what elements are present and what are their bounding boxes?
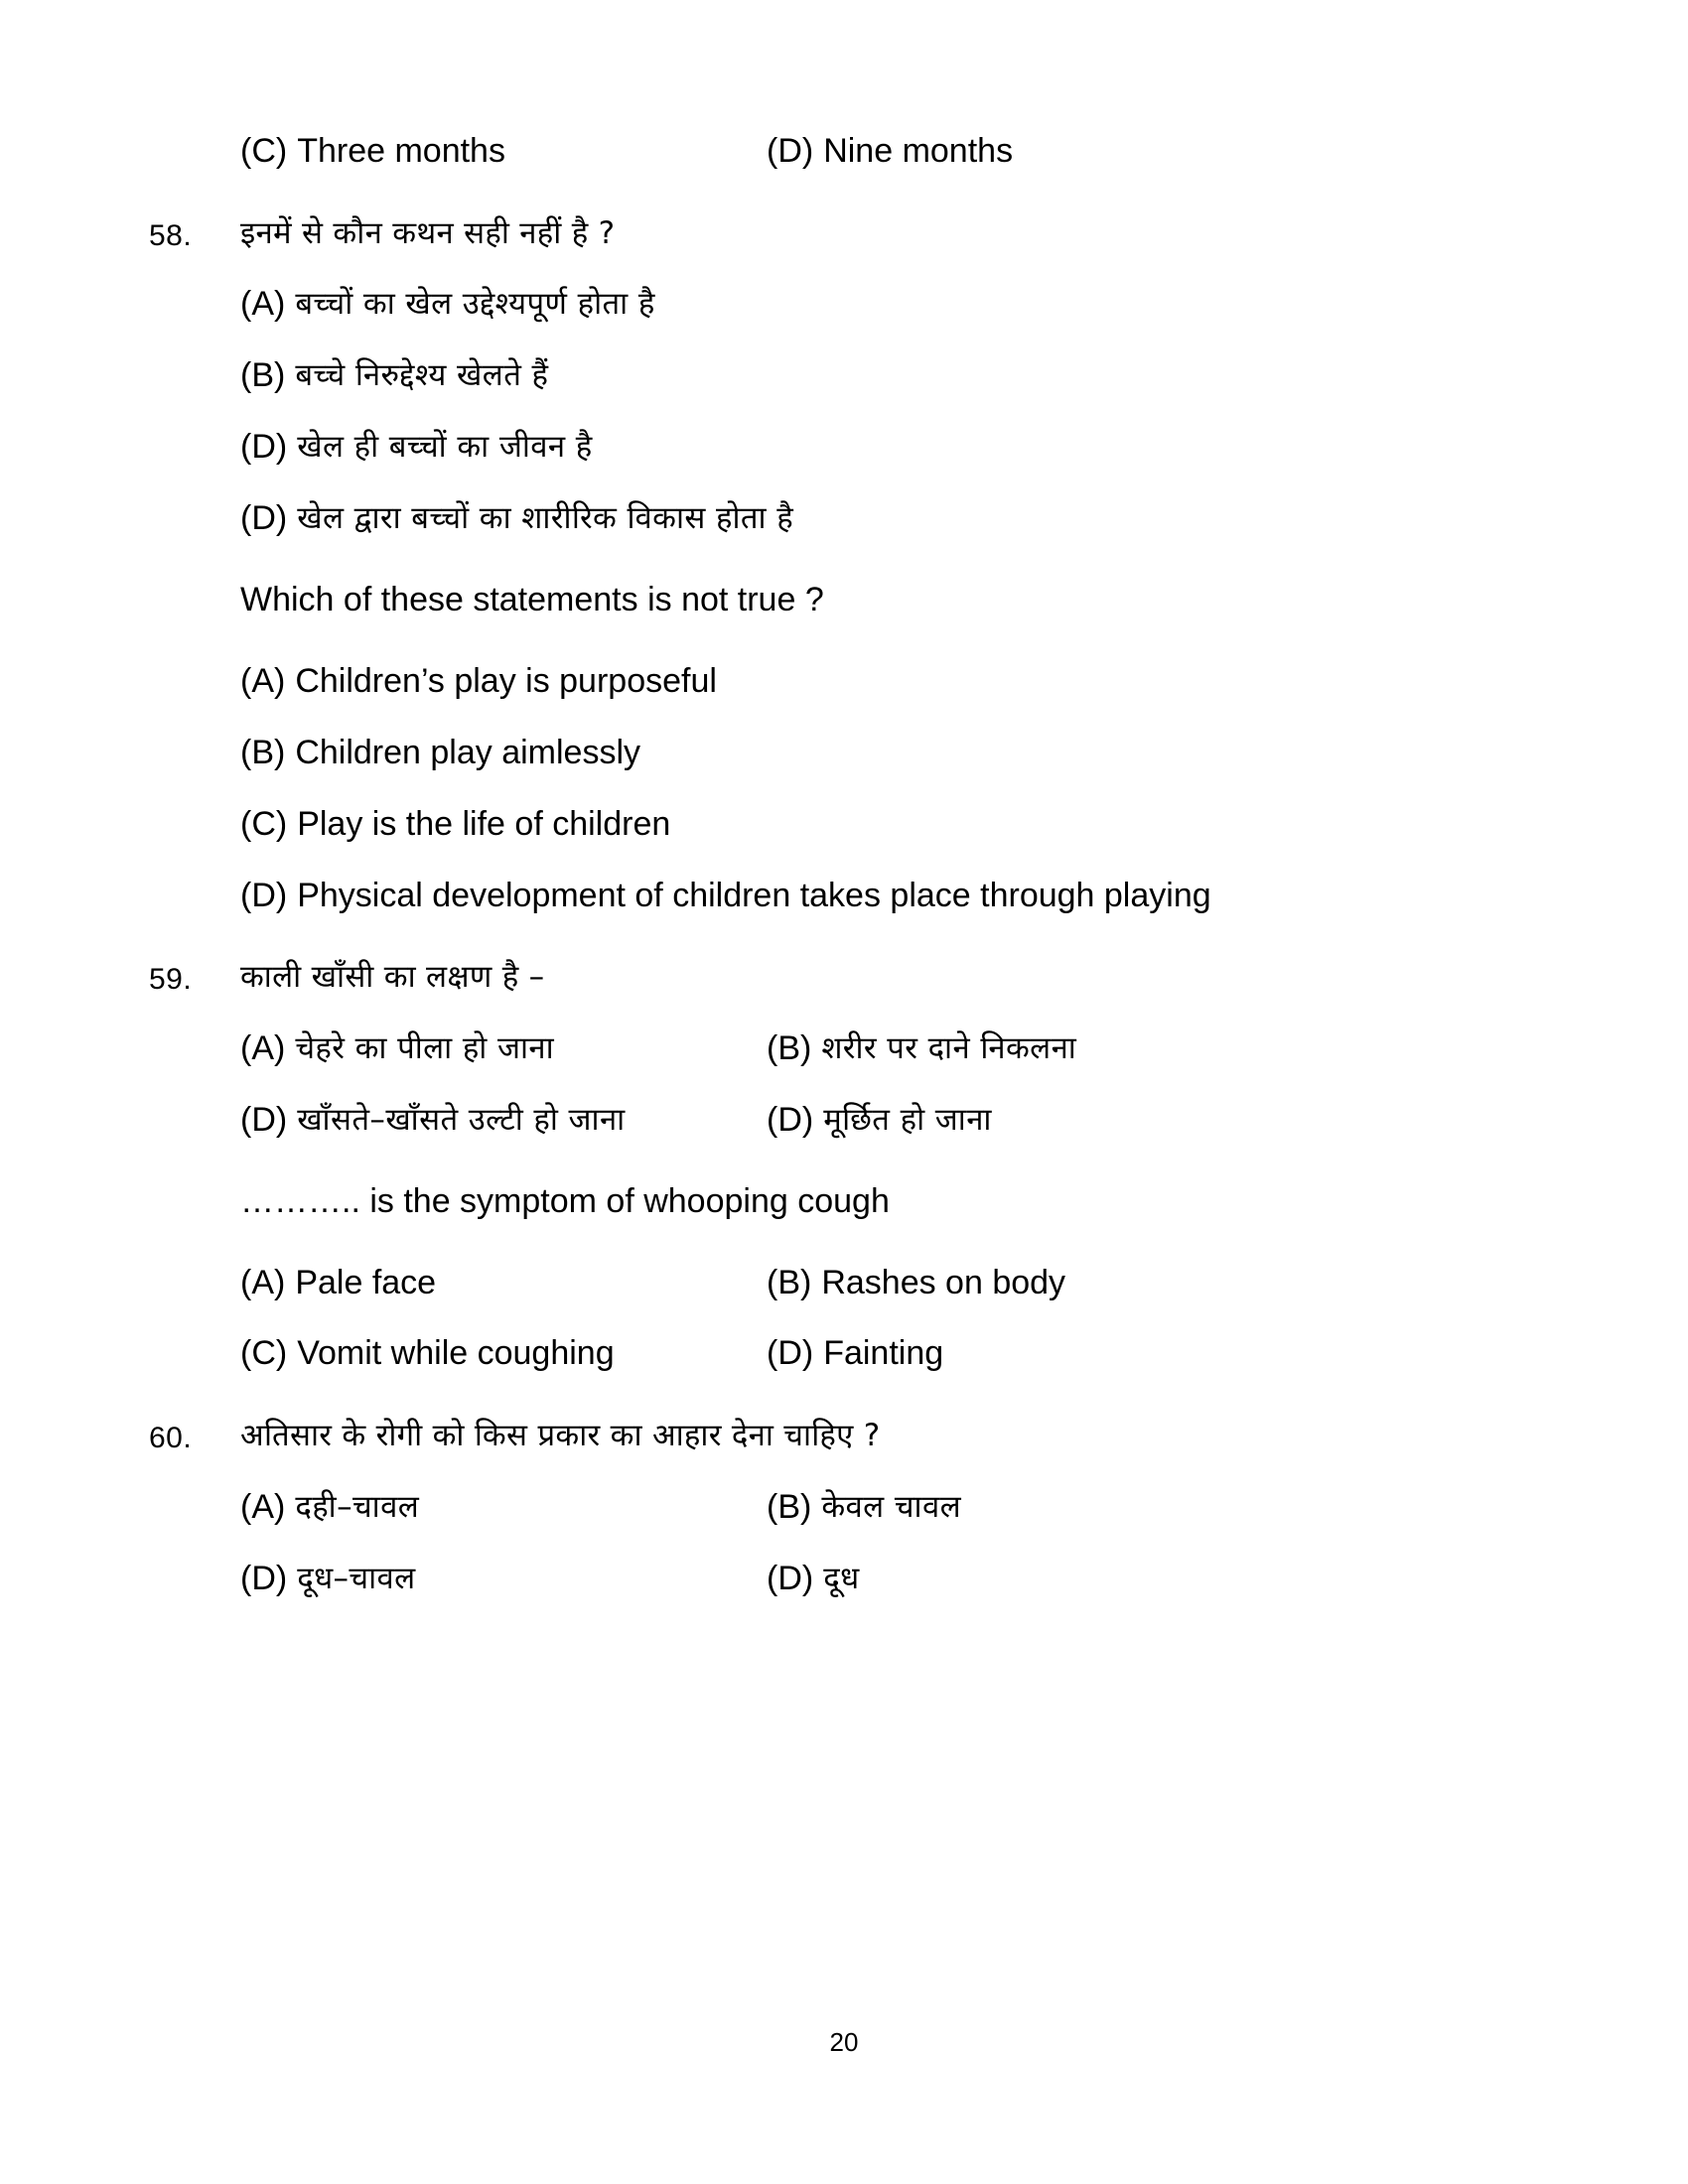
option-label: (B) <box>767 1263 812 1301</box>
option-a <box>240 282 1539 328</box>
option-b <box>240 731 1539 776</box>
option-text: दूध–चावल <box>297 1560 416 1596</box>
option-text: चेहरे का पीला हो जाना <box>295 1029 555 1066</box>
option-d <box>767 1557 1539 1602</box>
question-58 <box>149 210 1539 919</box>
option-text: खेल द्वारा बच्चों का शारीरिक विकास होता है <box>297 500 794 537</box>
option-a <box>240 1261 767 1306</box>
option-label: (A) <box>240 285 286 324</box>
option-text: Children’s play is purposeful <box>295 661 717 700</box>
option-text: बच्चों का खेल उद्देश्यपूर्ण होता है <box>295 286 655 323</box>
page-number: 20 <box>829 2027 859 2057</box>
question-59-hindi-options <box>240 1026 1539 1144</box>
option-text: Nine months <box>823 132 1014 170</box>
option-label: (A) <box>240 661 286 700</box>
option-b <box>767 1026 1539 1072</box>
option-text: केवल चावल <box>821 1488 962 1525</box>
option-label: (A) <box>240 1487 286 1526</box>
question-stem-hindi: इनमें से कौन कथन सही नहीं है ? <box>240 214 616 251</box>
option-label: (D) <box>240 428 288 467</box>
option-a <box>240 1026 767 1072</box>
option-label: (D) <box>767 1559 814 1597</box>
option-a <box>240 659 1539 705</box>
question-stem-row <box>149 210 1539 257</box>
question-stem-row <box>149 954 1539 1001</box>
option-label: (D) <box>240 876 288 914</box>
option-label: (B) <box>767 1028 812 1067</box>
option-b <box>767 1261 1539 1306</box>
option-c-three-months <box>240 129 767 175</box>
option-d <box>240 496 1539 542</box>
option-text: बच्चे निरुद्देश्य खेलते हैं <box>295 357 549 394</box>
question-58-hindi-options <box>240 282 1539 542</box>
option-label: (C) <box>240 1334 288 1373</box>
option-text: खाँसते–खाँसते उल्टी हो जाना <box>297 1101 626 1138</box>
question-58-english-options <box>240 659 1539 919</box>
option-text: Vomit while coughing <box>297 1334 615 1373</box>
option-c <box>240 1098 767 1144</box>
option-label: (B) <box>240 356 286 395</box>
option-label: (D) <box>767 1334 814 1373</box>
option-label: (D) <box>767 1100 814 1139</box>
question-60 <box>149 1413 1539 1601</box>
question-59-english-options <box>240 1261 1539 1378</box>
option-label: (A) <box>240 1263 286 1301</box>
question-number: 60. <box>149 1422 193 1455</box>
question-stem-english: Which of these statements is not true ? <box>240 580 824 618</box>
option-label: (A) <box>240 1028 286 1067</box>
option-text: Rashes on body <box>821 1263 1066 1301</box>
question-59 <box>149 954 1539 1377</box>
option-label: (C) <box>240 804 288 843</box>
option-c <box>240 802 1539 848</box>
option-text: दही–चावल <box>295 1488 420 1525</box>
option-b <box>767 1485 1539 1531</box>
option-text: Physical development of children takes place through playing <box>297 876 1211 914</box>
question-stem-english: ……….. is the symptom of whooping cough <box>240 1181 890 1220</box>
question-number: 59. <box>149 963 193 997</box>
option-label: (D) <box>240 1559 288 1597</box>
question-number: 58. <box>149 218 193 252</box>
option-text: खेल ही बच्चों का जीवन है <box>297 429 593 466</box>
option-a <box>240 1485 767 1531</box>
option-label: (D) <box>240 499 288 538</box>
option-label: (D) <box>240 1100 288 1139</box>
option-text: Play is the life of children <box>297 804 671 843</box>
carryover-option-row <box>240 129 1539 175</box>
question-stem-hindi: काली खाँसी का लक्षण है – <box>240 959 545 996</box>
option-text: Fainting <box>823 1334 944 1373</box>
option-d <box>240 874 1539 919</box>
option-d <box>767 1098 1539 1144</box>
option-text: Pale face <box>295 1263 437 1301</box>
option-label: (C) <box>240 132 288 170</box>
option-c <box>240 425 1539 471</box>
option-label: (B) <box>767 1487 812 1526</box>
option-label: (D) <box>767 132 814 170</box>
option-d-nine-months <box>767 129 1539 175</box>
option-text: दूध <box>823 1560 860 1596</box>
option-label: (B) <box>240 733 286 771</box>
option-text: Three months <box>297 132 505 170</box>
question-stem-hindi: अतिसार के रोगी को किस प्रकार का आहार देना चाहिए ? <box>240 1418 881 1454</box>
option-text: Children play aimlessly <box>295 733 641 771</box>
option-d <box>767 1331 1539 1377</box>
option-c <box>240 1557 767 1602</box>
option-text: मूर्छित हो जाना <box>823 1101 992 1138</box>
question-stem-row <box>149 1413 1539 1459</box>
option-text: शरीर पर दाने निकलना <box>821 1029 1077 1066</box>
question-60-hindi-options <box>240 1485 1539 1602</box>
option-c <box>240 1331 767 1377</box>
option-b <box>240 353 1539 399</box>
